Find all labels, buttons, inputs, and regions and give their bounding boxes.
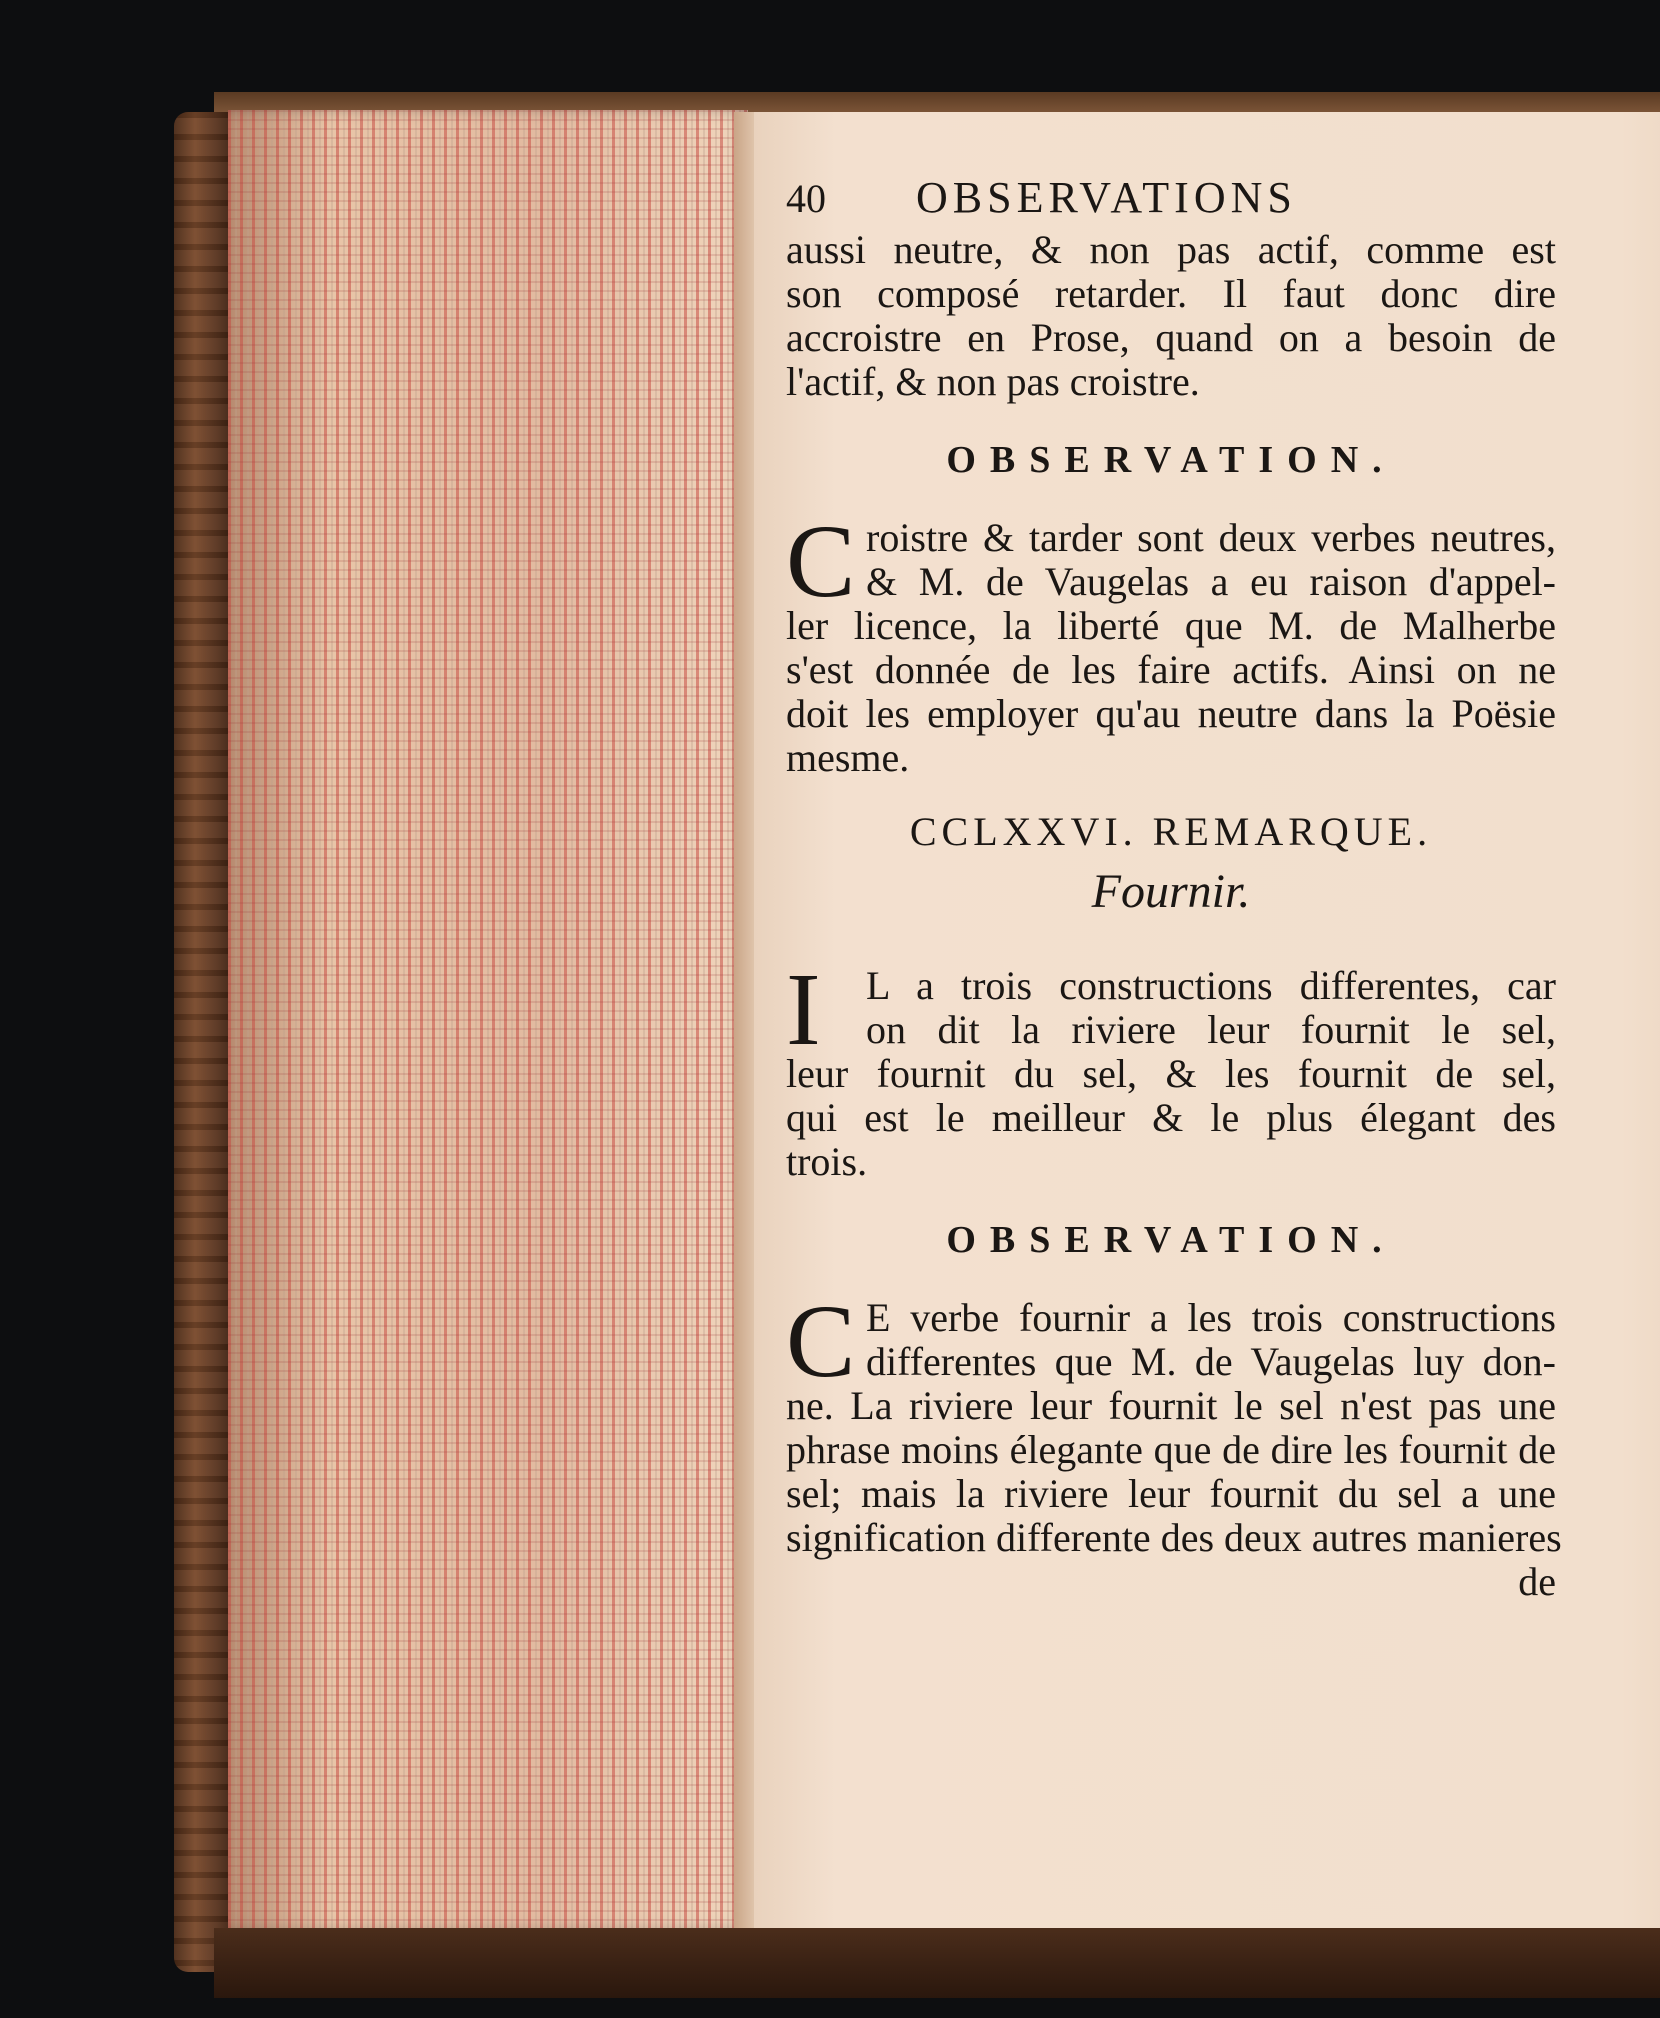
text-line: on dit la riviere leur fournit le sel, [866,1007,1556,1052]
section-heading-observation: OBSERVATION. [946,439,1396,481]
remarque-heading: CCLXXVI. REMARQUE. [909,809,1433,854]
text-line: sel; mais la riviere leur fournit du sel a une [786,1471,1556,1516]
paragraph-continuation [786,228,1556,404]
text-line: trois. [786,1139,868,1184]
text-line: son composé retarder. Il faut donc dire [786,271,1556,316]
text-line: E verbe fournir a les trois constructions [866,1295,1556,1340]
remarque-subtitle: Fournir. [1091,865,1251,918]
remarque-paragraph [786,952,1556,1184]
text-line: ler licence, la liberté que M. de Malherbe [786,603,1556,648]
page-edges-fore-edge [228,110,748,1930]
page-text [786,173,1562,1604]
drop-cap: I [786,952,821,1067]
text-line: & M. de Vaugelas a eu raison d'appel- [866,559,1556,604]
text-line: qui est le meilleur & le plus élegant des [786,1095,1556,1140]
drop-cap: C [786,1284,856,1399]
text-line: L a trois constructions differentes, car [866,963,1556,1008]
running-head [786,173,1556,228]
catchword: de [1518,1559,1556,1604]
text-line: aussi neutre, & non pas actif, comme est [786,227,1556,272]
drop-cap: C [786,504,856,619]
observation-paragraph [786,1284,1562,1560]
running-title: OBSERVATIONS [916,173,1297,222]
text-line: differentes que M. de Vaugelas luy don- [866,1339,1556,1384]
text-line: l'actif, & non pas croistre. [786,359,1200,404]
text-line: ne. La riviere leur fournit le sel n'est pas une [786,1383,1556,1428]
cover-bottom-edge [214,1928,1660,1998]
text-line: roistre & tarder sont deux verbes neutres, [866,515,1556,560]
section-heading-observation: OBSERVATION. [946,1219,1396,1261]
text-line: accroistre en Prose, quand on a besoin de [786,315,1556,360]
text-line: leur fournit du sel, & les fournit de sel, [786,1051,1556,1096]
text-line: phrase moins élegante que de dire les fournit de [786,1427,1556,1472]
page-number: 40 [786,176,826,221]
text-line: s'est donnée de les faire actifs. Ainsi on ne [786,647,1556,692]
text-line: mesme. [786,735,910,780]
text-line: signification differente des deux autres manieres [786,1515,1562,1560]
book-spine [174,112,234,1972]
text-line: doit les employer qu'au neutre dans la Poësie [786,691,1556,736]
observation-paragraph [786,504,1556,780]
